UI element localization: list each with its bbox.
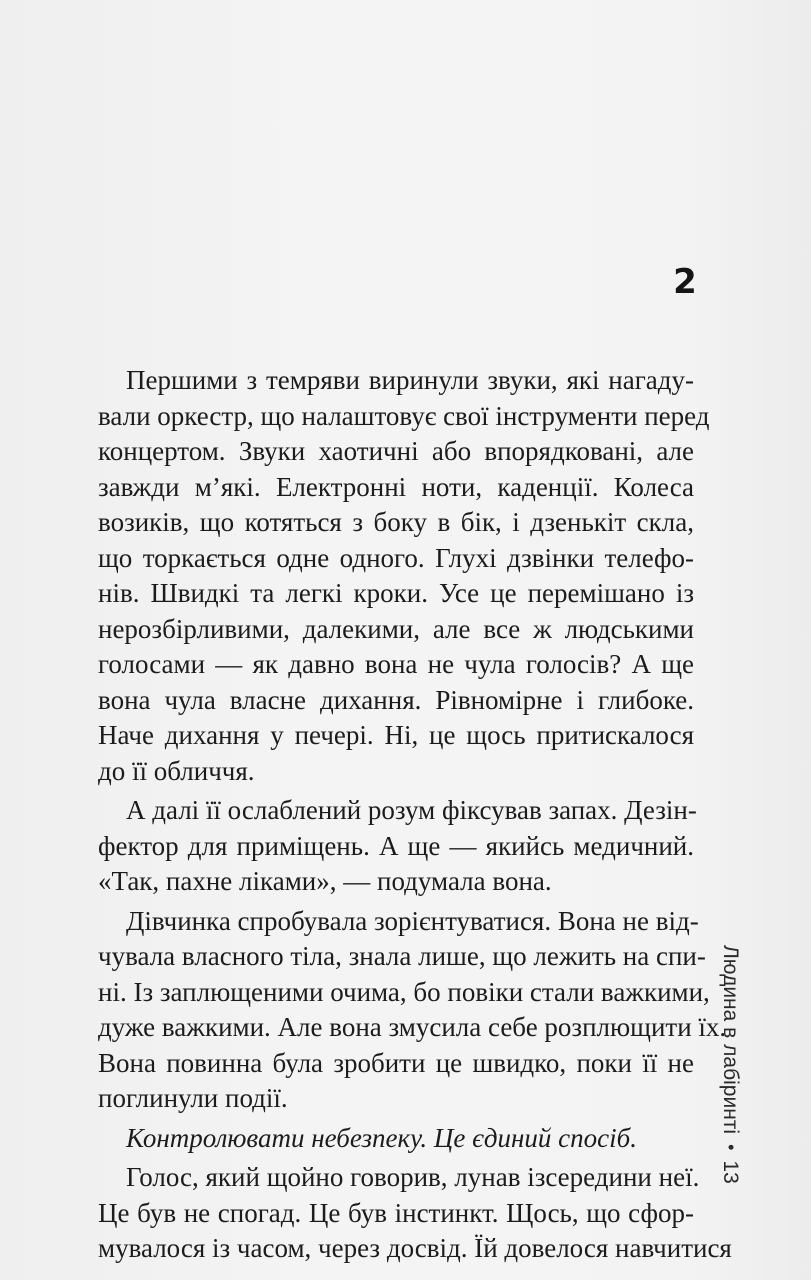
text-line: поглинули події. (98, 1083, 288, 1113)
text-line: Першими з темряви виринули звуки, які нагаду- (126, 365, 694, 395)
text-line: вона чула власне дихання. Рівномірне і глибоке. (98, 684, 694, 715)
text-line: до її обличчя. (98, 755, 255, 786)
text-line: Це був не спогад. Це був інстинкт. Щось, що сфор- (98, 1197, 694, 1228)
page-number: 13 (719, 1160, 742, 1184)
text-line: А далі її ослаблений розум фіксував запах. Дезін- (126, 795, 697, 825)
text-line: возиків, що котяться з боку в бік, і дзенькіт скла, (98, 507, 694, 537)
text-line: голосами — як давно вона не чула голосів? А ще (98, 649, 694, 679)
paragraph (98, 363, 710, 789)
text-line: нерозбірливими, далекими, але все ж людськими (98, 613, 694, 644)
text-line: фектор для приміщень. А ще — якийсь медичний. (98, 830, 694, 861)
paragraph (98, 904, 727, 1117)
text-line: Контролювати небезпеку. Це єдиний спосіб. (126, 1122, 637, 1153)
text-line: Дівчинка спробувала зорієнтуватися. Вона не від- (126, 905, 699, 936)
text-line: ні. Із заплющеними очима, бо повіки стали важкими, (98, 976, 710, 1007)
text-line: Голос, який щойно говорив, лунав ізсередини неї. (126, 1162, 700, 1192)
text-line: мувалося із часом, через досвід. Їй довелося навчитися (98, 1233, 732, 1263)
text-line: «Так, пахне ліками», — подумала вона. (98, 866, 552, 896)
text-line: вали оркестр, що налаштовує свої інструменти перед (98, 400, 710, 431)
paragraph (98, 793, 697, 900)
text-line: чувала власного тіла, знала лише, що лежить на спи- (98, 941, 706, 971)
text-line: нів. Швидкі та легкі кроки. Усе це перемішано із (98, 578, 694, 608)
text-line: що торкається одне одного. Глухі дзвінки телефо- (98, 542, 694, 573)
text-line: Наче дихання у печері. Ні, це щось притискалося (98, 720, 694, 750)
running-head (718, 945, 744, 1235)
book-title: Людина в лабіринті (719, 945, 742, 1135)
text-line: Вона повинна була зробити це швидко, поки її не (98, 1047, 694, 1078)
text-line: завжди м’які. Електронні ноти, каденції. Колеса (98, 471, 694, 502)
text-line: дуже важкими. Але вона змусила себе розплющити їх. (98, 1012, 727, 1042)
chapter-number: 2 (673, 262, 697, 302)
paragraph-italic (98, 1121, 694, 1157)
text-line: концертом. Звуки хаотичні або впорядковані, але (98, 436, 694, 466)
separator-dot: • (721, 1144, 741, 1151)
